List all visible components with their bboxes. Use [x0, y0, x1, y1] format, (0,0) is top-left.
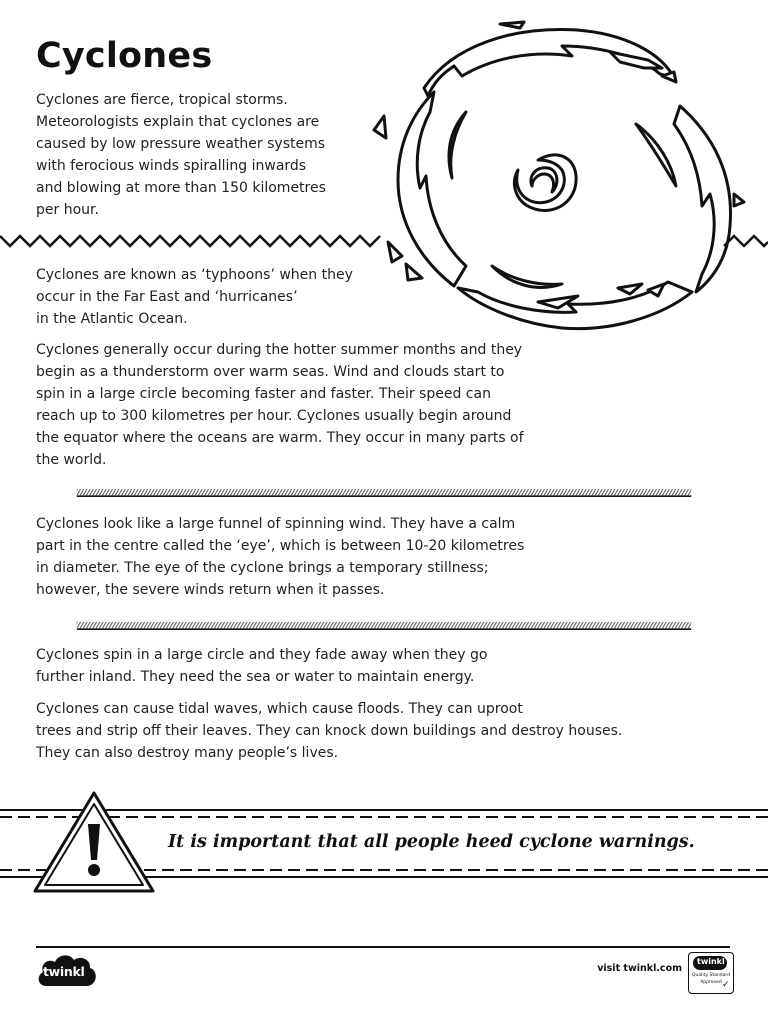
page-title: Cyclones	[36, 36, 213, 76]
visit-link[interactable]: visit twinkl.com	[597, 963, 682, 974]
paragraph-formation: Cyclones generally occur during the hotter summer months and they begin as a thunderstorm over warm seas. Wind and clouds start to spin in a large circle becoming faster and faster. Their speed can reach up to 300 kilometres per hour. Cyclones usually begin around the equator where the oceans are warm. They occur in many parts of the world.	[36, 342, 524, 468]
badge-brand: twinkl	[697, 957, 725, 966]
checkmark-icon: ✓	[722, 980, 730, 990]
hatched-divider	[0, 622, 768, 630]
cyclone-icon	[362, 16, 754, 338]
warning-message: It is important that all people heed cyclone warnings.	[168, 832, 695, 852]
badge-line-2: Approved	[700, 980, 722, 985]
paragraph-damage: Cyclones can cause tidal waves, which cause floods. They can uproot trees and strip off their leaves. They can knock down buildings and destroy houses. They can also destroy many people’s lives.	[36, 701, 623, 761]
paragraph-intro: Cyclones are fierce, tropical storms. Meteorologists explain that cyclones are caused by low pressure weather systems with ferocious winds spiralling inwards and blowing at more than 150 kilometres per hour.	[36, 92, 326, 218]
paragraph-eye: Cyclones look like a large funnel of spinning wind. They have a calm part in the centre called the ‘eye’, which is between 10-20 kilometres in diameter. The eye of the cyclone brings a temporary stillness; however, the severe winds return when it passes.	[36, 516, 525, 598]
quality-badge	[688, 952, 734, 994]
paragraph-names: Cyclones are known as ‘typhoons’ when they occur in the Far East and ‘hurricanes’ in the Atlantic Ocean.	[36, 267, 353, 327]
paragraph-inland: Cyclones spin in a large circle and they fade away when they go further inland. They need the sea or water to maintain energy.	[36, 647, 488, 685]
badge-line-1: Quality Standard	[692, 973, 730, 978]
footer-rule	[36, 946, 730, 948]
logo-wordmark: twinkl	[43, 964, 85, 979]
warning-triangle-icon	[32, 790, 156, 894]
twinkl-logo[interactable]	[36, 952, 98, 990]
zigzag-divider	[0, 232, 768, 252]
hatched-divider	[0, 489, 768, 497]
